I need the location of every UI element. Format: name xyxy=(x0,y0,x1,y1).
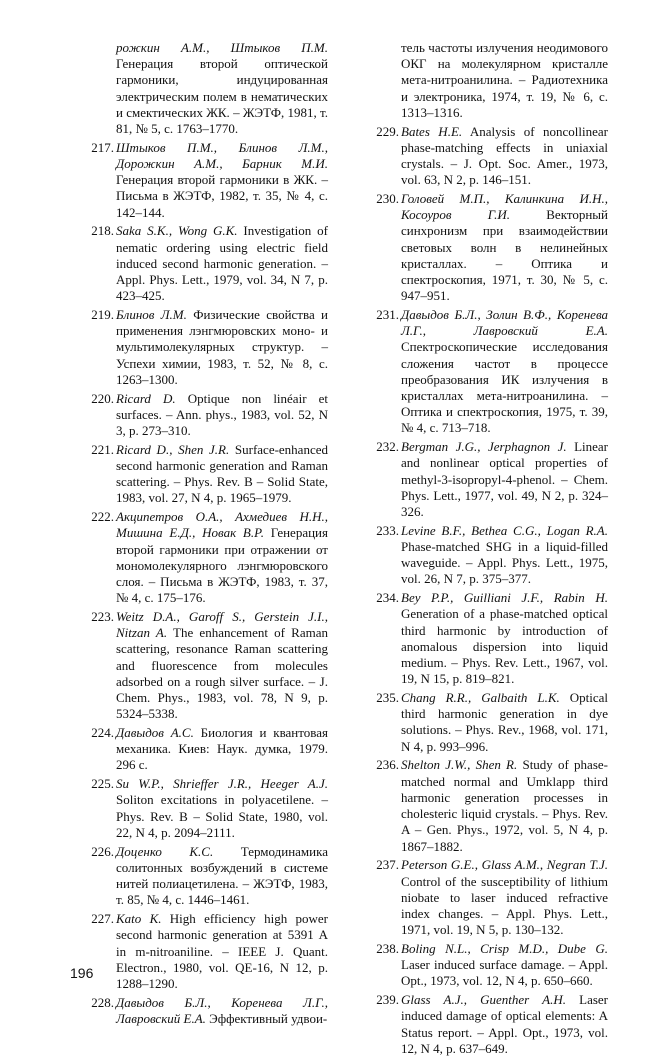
reference-authors: Bates H.E. xyxy=(401,123,463,139)
reference-entry xyxy=(70,442,328,507)
reference-text: High efficiency high power second harmonic generation at 5391 A in m-nitroaniline. – IEEE J. Quant. Electron., 1980, vol. QE-16, N 12, p. 1288–1290. xyxy=(116,911,328,991)
reference-entry xyxy=(355,757,608,854)
reference-entry xyxy=(355,690,608,755)
reference-authors: Saka S.K., Wong G.K. xyxy=(116,223,238,239)
reference-number: 229. xyxy=(376,123,399,139)
reference-entry xyxy=(355,857,608,938)
reference-text: Генерация второй гармоники в ЖК. – Письма в ЖЭТФ, 1982, т. 35, № 4, с. 142–144. xyxy=(116,172,328,220)
reference-authors: Bey P.P., Guilliani J.F., Rabin H. xyxy=(401,590,608,606)
reference-authors: Давыдов Б.Л., Золин В.Ф., Коренева Л.Г., Лавровский Е.А. xyxy=(401,307,608,339)
reference-entry xyxy=(355,590,608,687)
reference-number: 235. xyxy=(376,690,399,706)
reference-text: Linear and nonlinear optical properties of methyl-3-isopropyl-4-phenol. – Chem. Phys. Lett., 1977, vol. 49, N 2, p. 324–326. xyxy=(401,439,608,520)
reference-number: 221. xyxy=(91,441,114,457)
reference-continuation xyxy=(355,40,608,121)
reference-entry xyxy=(70,307,328,388)
reference-authors: Chang R.R., Galbaith L.K. xyxy=(401,690,560,706)
reference-authors: Boling N.L., Crisp M.D., Dube G. xyxy=(401,940,608,956)
reference-text: Study of phase-matched normal and Umklapp third harmonic generation processes in cholesteric liquid crystals. – Phys. Rev. A – Gen. Phys., 1972, vol. 5, N 4, p. 1867–1882. xyxy=(401,757,608,854)
reference-authors: Штыков П.М., Блинов Л.М., Дорожкин А.М., Барник М.И. xyxy=(116,139,328,172)
reference-text: Физические свойства и применения лэнгмюровских моно- и мультимолекулярных структур. – Успехи химии, 1983, т. 52, № 8, с. 1263–1300. xyxy=(116,307,328,387)
reference-authors: Bergman J.G., Jerphagnon J. xyxy=(401,439,567,455)
reference-entry xyxy=(70,844,328,909)
reference-number: 220. xyxy=(91,390,114,406)
reference-text: Эффективный удвои- xyxy=(205,1010,328,1026)
reference-entry xyxy=(70,609,328,722)
reference-number: 225. xyxy=(91,776,114,792)
reference-authors: Su W.P., Shrieffer J.R., Heeger A.J. xyxy=(116,776,328,792)
reference-entry xyxy=(355,191,608,304)
reference-authors: Ricard D., Shen J.R. xyxy=(116,441,230,457)
reference-number: 217. xyxy=(91,139,114,155)
reference-number: 230. xyxy=(376,191,399,207)
reference-number: 238. xyxy=(376,940,399,956)
reference-authors: рожкин А.М., Штыков П.М. xyxy=(116,40,328,55)
reference-authors: Levine B.F., Bethea C.G., Logan R.A. xyxy=(401,522,608,538)
reference-entry xyxy=(355,307,608,437)
reference-authors: Weitz D.A., Garoff S., Gerstein J.I., Nitzan A. xyxy=(116,609,328,641)
reference-number: 219. xyxy=(91,307,114,323)
reference-text: Laser induced damage of optical elements: A Status report. – Appl. Opt., 1973, vol. 12, N 4, p. 637–649. xyxy=(401,992,608,1056)
reference-number: 231. xyxy=(376,307,399,323)
reference-text: The enhancement of Raman scattering, resonance Raman scattering and fluorescence from molecules adsorbed on a rough silver surface. – J. Chem. Phys., 1983, vol. 78, N 9, p. 5324–5338. xyxy=(116,625,328,722)
reference-number: 226. xyxy=(91,843,114,859)
reference-number: 232. xyxy=(376,439,399,455)
reference-entry xyxy=(355,941,608,990)
reference-authors: Peterson G.E., Glass A.M., Negran T.J. xyxy=(401,857,608,873)
reference-authors: Давыдов А.С. xyxy=(116,725,194,741)
reference-text: Векторный синхронизм при взаимодействии световых волн в нелинейных кристаллах. – Оптика и спектроскопия, 1971, т. 30, № 5, с. 947–951. xyxy=(401,207,608,304)
reference-entry xyxy=(355,523,608,588)
reference-entry xyxy=(70,391,328,440)
reference-text: Surface-enhanced second harmonic generation and Raman scattering. – Phys. Rev. B – Solid State, 1983, vol. 27, N 4, p. 1965–1979. xyxy=(116,441,328,506)
reference-authors: Давыдов Б.Л., Коренева Л.Г., Лавровский Е.А. xyxy=(116,994,328,1026)
reference-number: 222. xyxy=(91,509,114,525)
reference-text: Laser induced surface damage. – Appl. Opt., 1973, vol. 12, N 4, p. 650–660. xyxy=(401,957,608,989)
reference-number: 218. xyxy=(91,223,114,239)
reference-authors: Акципетров О.А., Ахмедиев Н.Н., Мишина Е.Д., Новак В.Р. xyxy=(116,509,328,541)
reference-text: Optique non linéair et surfaces. – Ann. phys., 1983, vol. 52, N 3, p. 273–310. xyxy=(116,390,328,439)
reference-text: Optical third harmonic generation in dye solutions. – Phys. Rev., 1968, vol. 171, N 4, p. 993–996. xyxy=(401,690,608,754)
reference-entry xyxy=(355,124,608,189)
reference-authors: Ricard D. xyxy=(116,390,176,406)
reference-number: 234. xyxy=(376,590,399,606)
reference-entry xyxy=(70,140,328,221)
reference-text: Термодинамика солитонных возбуждений в системе нитей полиацетилена. – ЖЭТФ, 1983, т. 85, № 4, с. 1446–1461. xyxy=(116,843,328,908)
reference-text: Soliton excitations in polyacetilene. – Phys. Rev. B – Solid State, 1980, vol. 22, N 4, p. 2094–2111. xyxy=(116,792,328,840)
reference-number: 227. xyxy=(91,911,114,927)
reference-authors: Доценко К.С. xyxy=(116,843,214,859)
reference-text: Control of the susceptibility of lithium niobate to laser induced refractive index changes. – Appl. Phys. Lett., 1971, vol. 19, N 5, p. 130–132. xyxy=(401,873,608,938)
reference-text: Generation of a phase-matched optical third harmonic by introduction of anomalous dispersion into liquid medium. – Phys. Rev. Lett., 1967, vol. 19, N 15, p. 819–821. xyxy=(401,606,608,687)
reference-number: 224. xyxy=(91,725,114,741)
reference-number: 236. xyxy=(376,757,399,773)
reference-entry xyxy=(70,776,328,841)
reference-text: тель частоты излучения неодимового ОКГ на молекулярном кристалле мета-нитроанилина. – Радиотехника и электроника, 1974, т. 19, № 6, с. 1313–1316. xyxy=(401,40,608,120)
reference-number: 228. xyxy=(91,994,114,1010)
reference-continuation xyxy=(70,40,328,137)
reference-entry xyxy=(70,509,328,606)
reference-text: Analysis of noncollinear phase-matching effects in uniaxial crystals. – J. Opt. Soc. Amer., 1973, vol. 63, N 2, p. 146–151. xyxy=(401,123,608,188)
right-column xyxy=(355,40,608,1060)
reference-authors: Glass A.J., Guenther A.H. xyxy=(401,992,566,1008)
reference-authors: Kato K. xyxy=(116,911,162,927)
reference-entry xyxy=(355,439,608,520)
reference-text: Спектроскопические исследования сложения частот в процессе преобразования ИК излучения в кристаллах мета-нитроанилина. – Оптика и спектроскопия, 1975, т. 39, № 4, с. 713–718. xyxy=(401,339,608,436)
reference-authors: Головей М.П., Калинкина И.Н., Косоуров Г.И. xyxy=(401,191,608,223)
reference-text: Генерация второй оптической гармоники, индуцированная электрическим полем в нематических и смектических ЖК. – ЖЭТФ, 1981, т. 81, № 5, с. 1763–1770. xyxy=(116,56,328,137)
reference-entry xyxy=(70,725,328,774)
reference-entry xyxy=(70,911,328,992)
reference-text: Генерация второй гармоники при отражении от мономолекулярного лэнгмюровского слоя. – Письма в ЖЭТФ, 1983, т. 37, № 4, с. 175–176. xyxy=(116,525,328,606)
reference-number: 223. xyxy=(91,609,114,625)
left-column xyxy=(70,40,328,1030)
reference-text: Биология и квантовая механика. Киев: Наук. думка, 1979. 296 с. xyxy=(116,725,328,773)
reference-authors: Блинов Л.М. xyxy=(116,307,187,323)
reference-entry xyxy=(70,223,328,304)
reference-text: Phase-matched SHG in a liquid-filled waveguide. – Appl. Phys. Lett., 1975, vol. 26, N 7, p. 375–377. xyxy=(401,539,608,587)
page-number: 196 xyxy=(70,965,94,981)
reference-number: 233. xyxy=(376,522,399,538)
reference-authors: Shelton J.W., Shen R. xyxy=(401,757,518,773)
reference-number: 237. xyxy=(376,857,399,873)
reference-entry xyxy=(355,992,608,1057)
reference-number: 239. xyxy=(376,992,399,1008)
reference-text: Investigation of nematic ordering using electric field induced second harmonic generation. – Appl. Phys. Lett., 1979, vol. 34, N 7, p. 423–425. xyxy=(116,223,328,304)
